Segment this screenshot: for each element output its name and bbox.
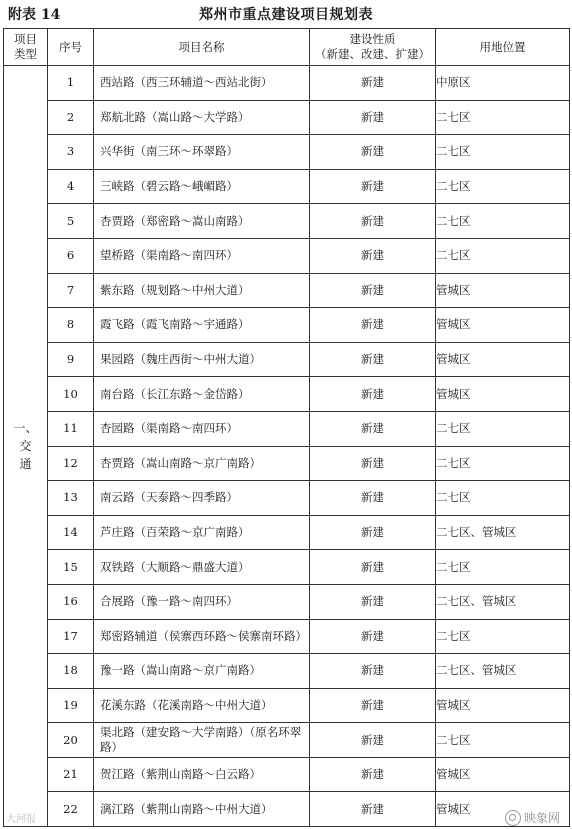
project-name: 南云路（天泰路～四季路）: [94, 481, 310, 516]
row-number: 5: [48, 204, 94, 239]
land-location: 二七区: [436, 411, 570, 446]
project-name: 杏园路（渠南路～南四环）: [94, 411, 310, 446]
document-title: 郑州市重点建设项目规划表: [199, 7, 373, 23]
table-row: [4, 757, 570, 792]
construction-nature: 新建: [310, 169, 436, 204]
land-location: 管城区: [436, 273, 570, 308]
row-number: 18: [48, 654, 94, 689]
construction-nature: 新建: [310, 377, 436, 412]
land-location: 管城区: [436, 308, 570, 343]
row-number: 13: [48, 481, 94, 516]
project-name: 郑航北路（嵩山路～大学路）: [94, 100, 310, 135]
table-row: [4, 169, 570, 204]
project-name: 豫一路（嵩山南路～京广南路）: [94, 654, 310, 689]
project-table: [3, 28, 570, 827]
table-row: [4, 238, 570, 273]
construction-nature: 新建: [310, 308, 436, 343]
table-row: [4, 688, 570, 723]
land-location: 管城区: [436, 688, 570, 723]
table-row: [4, 204, 570, 239]
land-location: 管城区: [436, 792, 570, 827]
land-location: 二七区、管城区: [436, 654, 570, 689]
construction-nature: 新建: [310, 446, 436, 481]
table-row: [4, 550, 570, 585]
table-row: [4, 377, 570, 412]
project-name: 南台路（长江东路～金岱路）: [94, 377, 310, 412]
header-num: 序号: [48, 29, 94, 66]
row-number: 6: [48, 238, 94, 273]
project-name: 兴华街（南三环～环翠路）: [94, 135, 310, 170]
header-nature: 建设性质 （新建、改建、扩建）: [310, 29, 436, 66]
row-number: 9: [48, 342, 94, 377]
construction-nature: 新建: [310, 238, 436, 273]
construction-nature: 新建: [310, 273, 436, 308]
project-name: 渠北路（建安路～大学南路）（原名环翠路）: [94, 723, 310, 758]
construction-nature: 新建: [310, 66, 436, 101]
table-header-row: [4, 29, 570, 66]
land-location: 二七区: [436, 135, 570, 170]
table-row: [4, 411, 570, 446]
row-number: 17: [48, 619, 94, 654]
project-name: 贺江路（紫荆山南路～白云路）: [94, 757, 310, 792]
project-name: 花溪东路（花溪南路～中州大道）: [94, 688, 310, 723]
land-location: 管城区: [436, 757, 570, 792]
row-number: 1: [48, 66, 94, 101]
table-row: [4, 654, 570, 689]
project-name: 漓江路（紫荆山南路～中州大道）: [94, 792, 310, 827]
land-location: 二七区: [436, 481, 570, 516]
project-name: 果园路（魏庄西街～中州大道）: [94, 342, 310, 377]
watermark-left: [6, 810, 36, 825]
construction-nature: 新建: [310, 619, 436, 654]
row-number: 20: [48, 723, 94, 758]
land-location: 中原区: [436, 66, 570, 101]
construction-nature: 新建: [310, 481, 436, 516]
project-name: 霞飞路（霞飞南路～宇通路）: [94, 308, 310, 343]
construction-nature: 新建: [310, 342, 436, 377]
watermark-left-text: 大河报: [6, 814, 36, 825]
project-name: 三峡路（碧云路～峨嵋路）: [94, 169, 310, 204]
camera-icon: [505, 810, 521, 826]
table-row: [4, 481, 570, 516]
construction-nature: 新建: [310, 515, 436, 550]
row-number: 22: [48, 792, 94, 827]
row-number: 12: [48, 446, 94, 481]
project-name: 杏贾路（嵩山南路～京广南路）: [94, 446, 310, 481]
construction-nature: 新建: [310, 688, 436, 723]
row-number: 8: [48, 308, 94, 343]
land-location: 二七区: [436, 619, 570, 654]
row-number: 14: [48, 515, 94, 550]
project-name: 芦庄路（百荣路～京广南路）: [94, 515, 310, 550]
land-location: 二七区: [436, 204, 570, 239]
construction-nature: 新建: [310, 792, 436, 827]
land-location: 管城区: [436, 377, 570, 412]
construction-nature: 新建: [310, 204, 436, 239]
project-name: 杏贾路（郑密路～嵩山南路）: [94, 204, 310, 239]
land-location: 管城区: [436, 342, 570, 377]
table-row: [4, 273, 570, 308]
table-row: [4, 135, 570, 170]
construction-nature: 新建: [310, 411, 436, 446]
land-location: 二七区: [436, 446, 570, 481]
row-number: 10: [48, 377, 94, 412]
row-number: 21: [48, 757, 94, 792]
construction-nature: 新建: [310, 100, 436, 135]
table-row: [4, 342, 570, 377]
table-row: [4, 584, 570, 619]
table-row: [4, 723, 570, 758]
land-location: 二七区、管城区: [436, 515, 570, 550]
row-number: 2: [48, 100, 94, 135]
row-number: 4: [48, 169, 94, 204]
row-number: 11: [48, 411, 94, 446]
table-row: [4, 619, 570, 654]
construction-nature: 新建: [310, 654, 436, 689]
row-number: 3: [48, 135, 94, 170]
construction-nature: 新建: [310, 757, 436, 792]
table-row: [4, 100, 570, 135]
row-number: 19: [48, 688, 94, 723]
project-name: 双铁路（大顺路～鼎盛大道）: [94, 550, 310, 585]
table-row: [4, 446, 570, 481]
row-number: 7: [48, 273, 94, 308]
land-location: 二七区: [436, 100, 570, 135]
watermark-right: [505, 809, 560, 826]
row-number: 15: [48, 550, 94, 585]
table-row: [4, 515, 570, 550]
project-name: 合展路（豫一路～南四环）: [94, 584, 310, 619]
construction-nature: 新建: [310, 135, 436, 170]
project-name: 西站路（西三环辅道～西站北街）: [94, 66, 310, 101]
land-location: 二七区、管城区: [436, 584, 570, 619]
table-row: [4, 792, 570, 827]
category-cell: 一、 交 通: [4, 66, 48, 827]
appendix-label: 附表 14: [8, 7, 61, 23]
project-name: 郑密路辅道（侯寨西环路～侯寨南环路）: [94, 619, 310, 654]
project-name: 望桥路（渠南路～南四环）: [94, 238, 310, 273]
header-name: 项目名称: [94, 29, 310, 66]
header-type: 项目 类型: [4, 29, 48, 66]
project-name: 紫东路（规划路～中州大道）: [94, 273, 310, 308]
header-location: 用地位置: [436, 29, 570, 66]
construction-nature: 新建: [310, 550, 436, 585]
land-location: 二七区: [436, 238, 570, 273]
row-number: 16: [48, 584, 94, 619]
table-row: [4, 66, 570, 101]
watermark-right-text: 映象网: [523, 811, 560, 825]
land-location: 二七区: [436, 550, 570, 585]
construction-nature: 新建: [310, 584, 436, 619]
construction-nature: 新建: [310, 723, 436, 758]
title-row: [0, 0, 572, 26]
land-location: 二七区: [436, 169, 570, 204]
table-row: [4, 308, 570, 343]
land-location: 二七区: [436, 723, 570, 758]
